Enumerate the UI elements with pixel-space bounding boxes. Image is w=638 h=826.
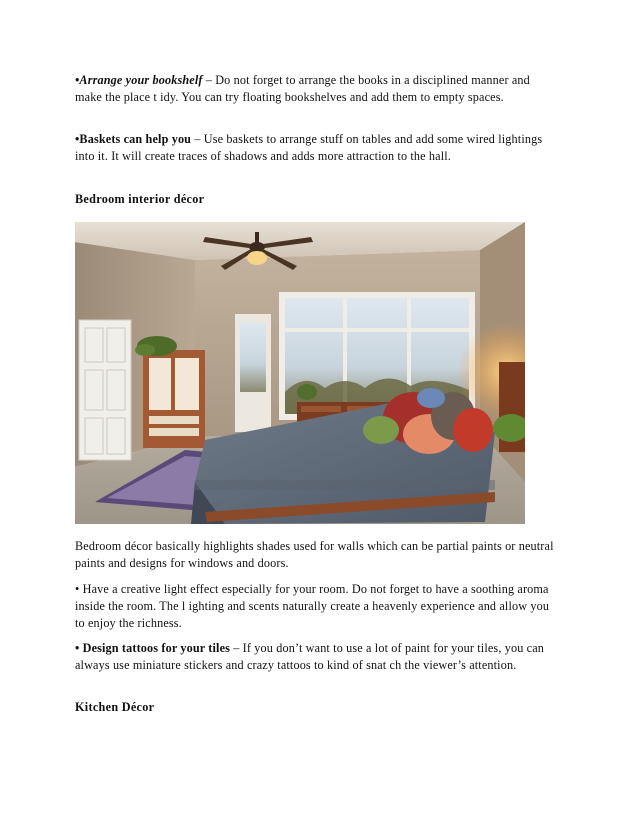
- kitchen-heading: Kitchen Décor: [75, 700, 155, 714]
- bookshelf-text: – Do not forget to arrange the books in a disciplined manner and make the place t idy. You can try floating bookshelves and add them to empty spaces.: [75, 73, 530, 104]
- bookshelf-paragraph: [75, 72, 555, 106]
- bedroom-paragraph: Bedroom décor basically highlights shades used for walls which can be partial paints or neutral paints and designs for windows and doors.: [75, 539, 554, 570]
- baskets-lead: •Baskets can help you: [75, 132, 192, 146]
- tattoo-text: – If you don’t want to use a lot of paint for your tiles, you can always use miniature stickers and crazy tattoos to kind of snat ch the viewer’s attention.: [75, 641, 545, 672]
- tattoo-paragraph: [75, 640, 555, 674]
- bedroom-photo: [75, 222, 525, 524]
- bedroom-heading: Bedroom interior décor: [75, 192, 205, 206]
- baskets-paragraph: [75, 131, 555, 165]
- light-effect-paragraph: • Have a creative light effect especially for your room. Do not forget to have a soothing aroma inside the room. The l ighting and scents naturally create a heavenly experience and allow you to enjoy the richness.: [75, 582, 550, 630]
- baskets-text: – Use baskets to arrange stuff on tables and add some wired lightings into it. It will create traces of shadows and adds more attraction to the hall.: [75, 132, 543, 163]
- tattoo-lead: • Design tattoos for your tiles: [75, 641, 231, 655]
- bookshelf-lead: •Arrange your bookshelf: [75, 73, 203, 87]
